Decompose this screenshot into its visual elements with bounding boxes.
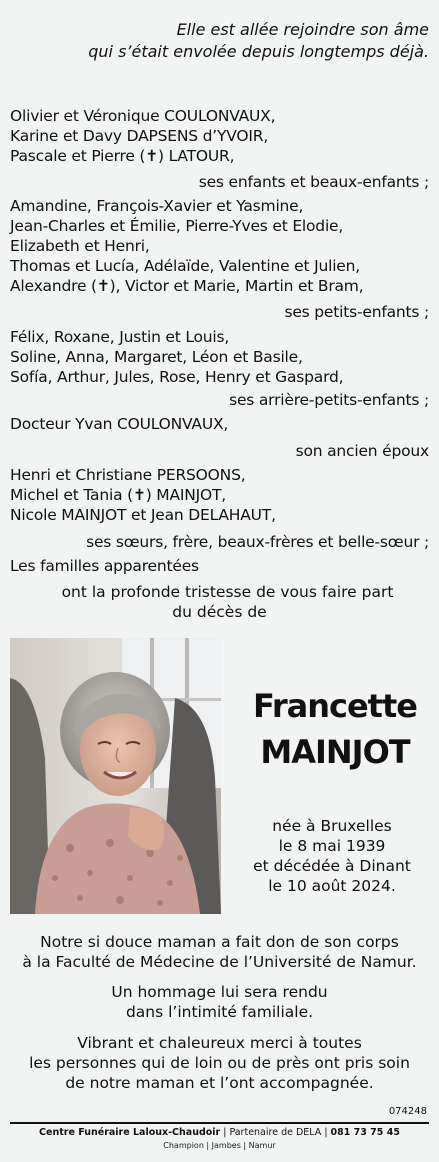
funeral-home-name: Centre Funéraire Laloux-Chaudoir — [39, 1127, 221, 1138]
great-grandchildren-relation: ses arrière-petits-enfants ; — [229, 391, 429, 409]
families-line: Les familles apparentées — [10, 557, 199, 575]
great-grandchildren-line-3: Sofía, Arthur, Jules, Rose, Henry et Gaspard, — [10, 368, 344, 386]
announcement-line-1: ont la profonde tristesse de vous faire part — [61, 583, 394, 601]
reference-number: 074248 — [388, 1106, 427, 1117]
thanks-line-2: les personnes qui de loin ou de près ont pris soin — [29, 1054, 410, 1072]
great-grandchildren-line-1: Félix, Roxane, Justin et Louis, — [10, 328, 230, 346]
bio-death-place: et décédée à Dinant — [253, 857, 411, 875]
children-line-1: Olivier et Véronique COULONVAUX, — [10, 107, 276, 125]
donation-line-1: Notre si douce maman a fait don de son corps — [40, 933, 399, 951]
bio-birth-place: née à Bruxelles — [272, 817, 392, 835]
children-line-3: Pascale et Pierre (✝) LATOUR, — [10, 147, 235, 165]
children-relation: ses enfants et beaux-enfants ; — [198, 173, 429, 191]
siblings-line-2: Michel et Tania (✝) MAINJOT, — [10, 486, 227, 504]
funeral-home-phone: 081 73 75 45 — [330, 1127, 400, 1138]
epigraph-line-2: qui s’était envolée depuis longtemps déjà. — [88, 42, 429, 61]
bio-birth-date: le 8 mai 1939 — [278, 837, 386, 855]
bio-death-date: le 10 août 2024. — [268, 877, 396, 895]
grandchildren-line-2: Jean-Charles et Émilie, Pierre-Yves et Elodie, — [10, 217, 344, 235]
former-spouse-line: Docteur Yvan COULONVAUX, — [10, 415, 229, 433]
children-line-2: Karine et Davy DAPSENS d’YVOIR, — [10, 127, 269, 145]
former-spouse-relation: son ancien époux — [295, 442, 429, 460]
grandchildren-line-3: Elizabeth et Henri, — [10, 237, 150, 255]
partner-text: Partenaire de DELA — [229, 1127, 322, 1138]
announcement-line-2: du décès de — [172, 603, 267, 621]
siblings-line-3: Nicole MAINJOT et Jean DELAHAUT, — [10, 506, 276, 524]
deceased-last-name: MAINJOT — [260, 733, 410, 771]
deceased-portrait — [10, 638, 221, 914]
grandchildren-relation: ses petits-enfants ; — [284, 303, 429, 321]
deceased-first-name: Francette — [253, 687, 417, 725]
thanks-line-1: Vibrant et chaleureux merci à toutes — [77, 1034, 362, 1052]
portrait-image — [10, 638, 221, 914]
epigraph-line-1: Elle est allée rejoindre son âme — [176, 20, 429, 39]
grandchildren-line-5: Alexandre (✝), Victor et Marie, Martin et Bram, — [10, 277, 364, 295]
siblings-relation: ses sœurs, frère, beaux-frères et belle-sœur ; — [86, 533, 429, 551]
grandchildren-line-4: Thomas et Lucía, Adélaïde, Valentine et Julien, — [10, 257, 360, 275]
tribute-line-1: Un hommage lui sera rendu — [111, 983, 328, 1001]
tribute-line-2: dans l’intimité familiale. — [125, 1003, 314, 1021]
footer-divider — [10, 1122, 429, 1124]
siblings-line-1: Henri et Christiane PERSOONS, — [10, 466, 246, 484]
grandchildren-line-1: Amandine, François-Xavier et Yasmine, — [10, 197, 304, 215]
great-grandchildren-line-2: Soline, Anna, Margaret, Léon et Basile, — [10, 348, 303, 366]
funeral-home-footer: Centre Funéraire Laloux-Chaudoir | Partenaire de DELA | 081 73 75 45 — [39, 1127, 400, 1138]
funeral-home-locations: Champion | Jambes | Namur — [163, 1141, 276, 1150]
thanks-line-3: de notre maman et l’ont accompagnée. — [65, 1074, 374, 1092]
donation-line-2: à la Faculté de Médecine de l’Université de Namur. — [22, 953, 417, 971]
